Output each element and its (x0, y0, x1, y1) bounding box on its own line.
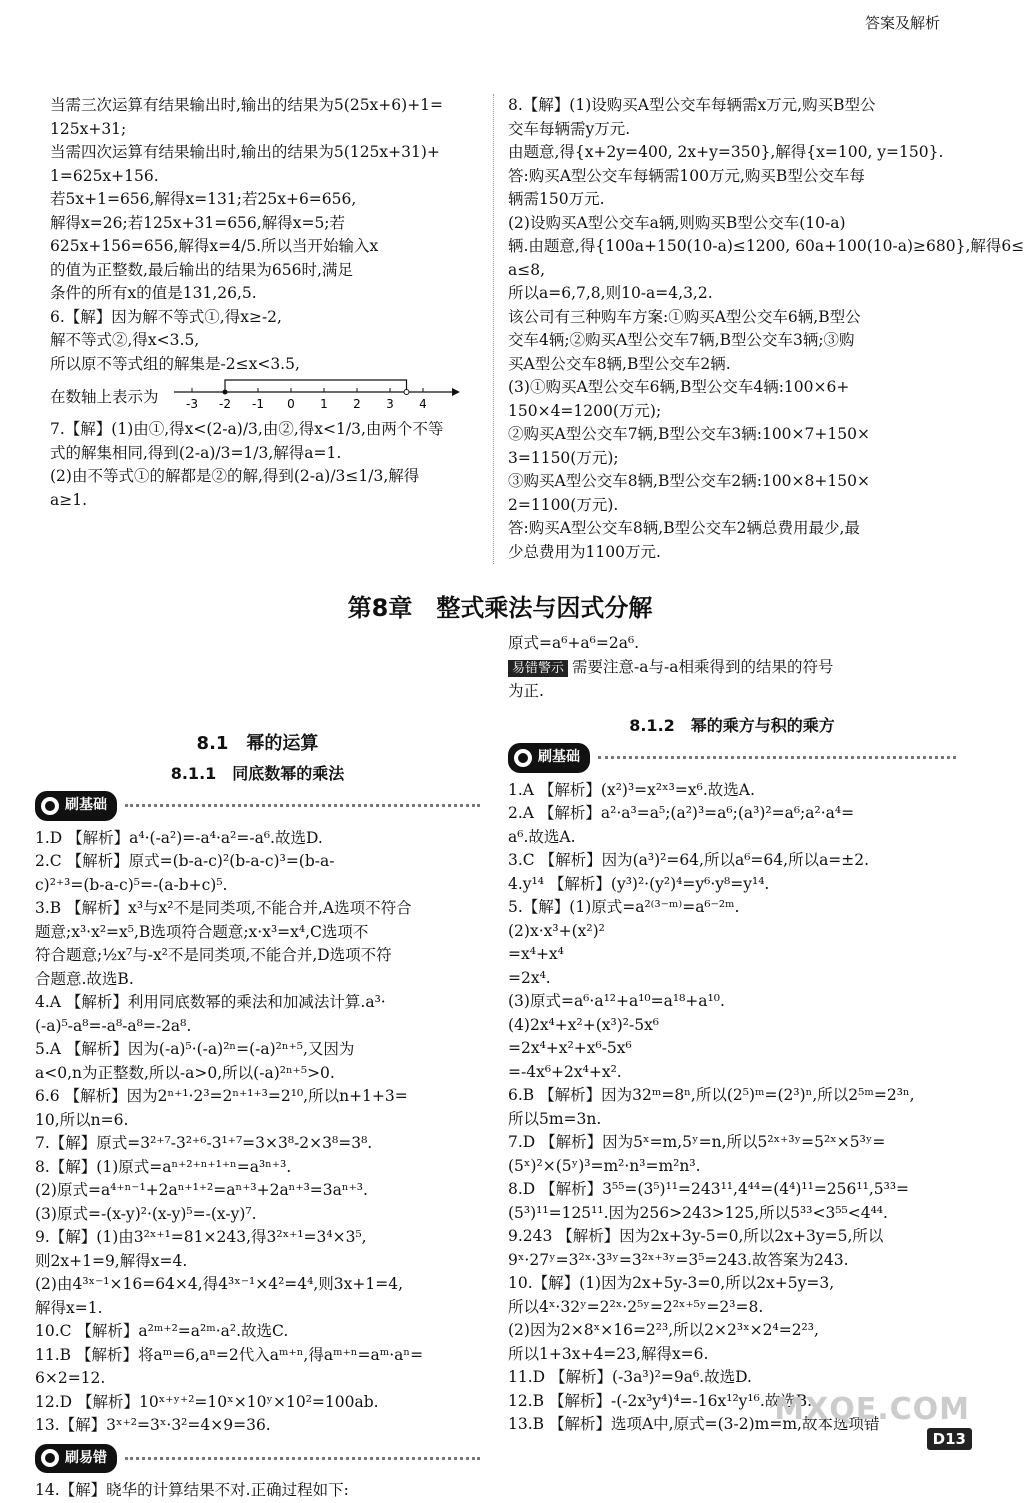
page-header: 答案及解析 (864, 14, 940, 32)
tick-label: -1 (252, 397, 264, 411)
answer-line: (4)2x⁴+x²+(x³)²-5x⁶ (508, 1015, 660, 1034)
number-line-label: 在数轴上表示为 (50, 388, 159, 406)
answer-line: 5.A 【解析】因为(-a)⁵·(-a)²ⁿ=(-a)²ⁿ⁺⁵,又因为 (35, 1040, 355, 1058)
tick-label: 0 (287, 397, 295, 411)
answer-line: 125x+31; (50, 119, 127, 138)
answer-line: 625x+156=656,解得x=4/5.所以当开始输入x (50, 237, 379, 255)
warning-note-cont: 为正. (508, 682, 544, 700)
answer-line: 6.【解】因为解不等式①,得x≥-2, (50, 307, 282, 326)
subsection-title: 8.1.1 同底数幂的乘法 (170, 763, 345, 783)
answer-line: ②购买A型公交车7辆,B型公交车3辆:100×7+150× (508, 425, 870, 443)
answer-line: 合题意.故选B. (35, 969, 134, 988)
answer-line: 9.243 【解析】因为2x+3y-5=0,所以2x+3y=5,所以 (508, 1227, 884, 1245)
answer-line: 4.y¹⁴ 【解析】(y³)²·(y²)⁴=y⁶·y⁸=y¹⁴. (508, 874, 770, 893)
answer-line: 13.【解】3ˣ⁺²=3ˣ·3²=4×9=36. (35, 1416, 271, 1434)
right-top-column (508, 94, 1024, 564)
answer-line: 8.【解】(1)设购买A型公交车每辆需x万元,购买B型公 (508, 96, 876, 114)
answer-line: 7.D 【解析】因为5ˣ=m,5ʸ=n,所以5²ˣ⁺³ʸ=5²ˣ×5³ʸ= (508, 1133, 886, 1151)
answer-line: (-a)⁵-a⁸=-a⁸-a⁸=-2a⁸. (35, 1016, 192, 1035)
answer-line: 3.C 【解析】因为(a³)²=64,所以a⁶=64,所以a=±2. (508, 851, 870, 869)
tick-label: 1 (320, 397, 328, 411)
answer-line: 9ˣ·27ʸ=3²ˣ·3³ʸ=3²ˣ⁺³ʸ=3⁵=243.故答案为243. (508, 1250, 849, 1269)
answer-line: (2)x·x³+(x²)² (508, 921, 605, 940)
answer-line: 10.C 【解析】a²ᵐ⁺²=a²ᵐ·a².故选C. (35, 1322, 289, 1340)
page-number: D13 (927, 1428, 972, 1450)
answer-line: 6.6 【解析】因为2ⁿ⁺¹·2³=2ⁿ⁺¹⁺³=2¹⁰,所以n+1+3= (35, 1087, 408, 1105)
answer-line: 所以原不等式组的解集是-2≤x<3.5, (50, 354, 300, 373)
answer-line: 交车4辆;②购买A型公交车7辆,B型公交车3辆;③购 (508, 331, 855, 349)
answer-line: 12.B 【解析】-(-2x³y⁴)⁴=-16x¹²y¹⁶.故选B. (508, 1391, 813, 1410)
answer-line: 由题意,得{x+2y=400, 2x+y=350},解得{x=100, y=150}. (508, 143, 944, 161)
answer-line: (5³)¹¹=125¹¹.因为256>243>125,所以5³³<3⁵⁵<4⁴⁴. (508, 1203, 888, 1222)
number-line-graphic (172, 380, 462, 414)
answer-line: 题意;x³·x²=x⁵,B选项符合题意;x·x³=x⁴,C选项不 (35, 922, 369, 941)
answer-line: 解不等式②,得x<3.5, (50, 331, 200, 349)
answer-line: 12.D 【解析】10ˣ⁺ʸ⁺²=10ˣ×10ʸ×10²=100ab. (35, 1392, 379, 1411)
arrow-icon (452, 388, 460, 396)
answer-line: 7.【解】(1)由①,得x<(2-a)/3,由②,得x<1/3,由两个不等 (50, 420, 444, 438)
watermark: MXQE.COM (774, 1392, 970, 1427)
answer-line: =x⁴+x⁴ (508, 945, 564, 963)
answer-line: 2.C 【解析】原式=(b-a-c)²(b-a-c)³=(b-a- (35, 852, 335, 870)
answer-line: 符合题意;½x⁷与-x²不是同类项,不能合并,D选项不符 (35, 946, 392, 964)
number-line (50, 380, 480, 414)
answer-line: 6×2=12. (35, 1369, 106, 1387)
warning-label: 易错警示 (508, 660, 568, 677)
answer-line: 11.B 【解析】将aᵐ=6,aⁿ=2代入aᵐ⁺ⁿ,得aᵐ⁺ⁿ=aᵐ·aⁿ= (35, 1345, 424, 1364)
answer-line: 辆.由题意,得{100a+150(10-a)≤1200, 60a+100(10-a)≥680},解得6≤ (508, 237, 1024, 255)
answer-line: 13.B 【解析】选项A中,原式=(3-2)m=m,故本选项错 (508, 1415, 880, 1433)
answer-line: 14.【解】晓华的计算结果不对.正确过程如下: (35, 1481, 349, 1499)
answer-line: 3=1150(万元); (508, 448, 619, 467)
answer-line: 解得x=1. (35, 1298, 103, 1317)
tick-label: -3 (186, 397, 198, 411)
answer-line: 所以1+3x+4=23,解得x=6. (508, 1344, 709, 1363)
answer-line: 交车每辆需y万元. (508, 119, 631, 138)
answer-line: 4.A 【解析】利用同底数幂的乘法和加减法计算.a³· (35, 993, 386, 1011)
tick-label: 4 (419, 397, 427, 411)
answer-line: 原式=a⁶+a⁶=2a⁶. (508, 634, 640, 652)
left-bottom-column (35, 730, 480, 1503)
answer-line: 该公司有三种购车方案:①购买A型公交车6辆,B型公 (508, 307, 861, 326)
solution-range (225, 380, 407, 392)
answer-line: 答:购买A型公交车8辆,B型公交车2辆总费用最少,最 (508, 519, 860, 537)
chapter-title: 第8章 整式乘法与因式分解 (347, 594, 653, 622)
dotted-rule (125, 1457, 480, 1460)
answer-line: 1.D 【解析】a⁴·(-a²)=-a⁴·a²=-a⁶.故选D. (35, 828, 323, 847)
answer-line: 当需三次运算有结果输出时,输出的结果为5(25x+6)+1= (50, 96, 444, 114)
answer-line: 的值为正整数,最后输出的结果为656时,满足 (50, 260, 353, 279)
answer-line: a<0,n为正整数,所以-a>0,所以(-a)²ⁿ⁺⁵>0. (35, 1063, 335, 1082)
brush-icon (41, 1449, 59, 1467)
column-divider (493, 94, 494, 564)
right-bottom-column (508, 632, 956, 1437)
answer-line: 少总费用为1100万元. (508, 542, 661, 561)
answer-line: ③购买A型公交车8辆,B型公交车2辆:100×8+150× (508, 472, 870, 490)
answer-line: 10,所以n=6. (35, 1110, 129, 1129)
answer-line: =2x⁴. (508, 968, 551, 987)
answer-line: 条件的所有x的值是131,26,5. (50, 284, 257, 302)
badge-error: 刷易错 (35, 1444, 480, 1474)
dotted-rule (598, 756, 956, 759)
answer-line: (2)因为2×8ˣ×16=2²³,所以2×2³ˣ×2⁴=2²³, (508, 1321, 819, 1339)
answer-line: 所以a=6,7,8,则10-a=4,3,2. (508, 284, 713, 302)
answer-line: 若5x+1=656,解得x=131;若25x+6=656, (50, 190, 357, 208)
answer-line: 3.B 【解析】x³与x²不是同类项,不能合并,A选项不符合 (35, 899, 412, 917)
brush-icon (41, 797, 59, 815)
subsection-title: 8.1.2 幂的乘方与积的乘方 (629, 715, 835, 735)
tick-label: -2 (219, 397, 231, 411)
answer-line: 150×4=1200(万元); (508, 401, 662, 420)
tick-label: 3 (386, 397, 394, 411)
brush-icon (514, 749, 532, 767)
answer-line: =-4x⁶+2x⁴+x². (508, 1062, 622, 1081)
tick-label: 2 (353, 397, 361, 411)
answer-line: a≥1. (50, 490, 88, 509)
dotted-rule (125, 804, 480, 807)
badge-basic: 刷基础 (35, 791, 480, 821)
answer-line: (3)原式=a⁶·a¹²+a¹⁰=a¹⁸+a¹⁰. (508, 992, 725, 1010)
answer-line: c)²⁺³=(b-a-c)⁵=-(a-b+c)⁵. (35, 875, 228, 894)
answer-line: 6.B 【解析】因为32ᵐ=8ⁿ,所以(2⁵)ᵐ=(2³)ⁿ,所以2⁵ᵐ=2³ⁿ, (508, 1086, 915, 1104)
answer-line: 2=1100(万元). (508, 495, 619, 514)
answer-line: a≤8, (508, 260, 546, 279)
closed-endpoint (223, 390, 228, 395)
answer-line: 2.A 【解析】a²·a³=a⁵;(a²)³=a⁶;(a³)²=a⁶;a²·a⁴= (508, 804, 855, 822)
section-title: 8.1 幂的运算 (196, 733, 319, 754)
answer-line: 答:购买A型公交车每辆需100万元,购买B型公交车每 (508, 166, 865, 185)
answer-line: 式的解集相同,得到(2-a)/3=1/3,解得a=1. (50, 443, 342, 462)
answer-line: 8.D 【解析】3⁵⁵=(3⁵)¹¹=243¹¹,4⁴⁴=(4⁴)¹¹=256¹¹,5³³= (508, 1180, 910, 1198)
answer-line: (2)由不等式①的解都是②的解,得到(2-a)/3≤1/3,解得 (50, 467, 420, 485)
answer-line: 所以4ˣ·32ʸ=2²ˣ·2⁵ʸ=2²ˣ⁺⁵ʸ=2³=8. (508, 1297, 764, 1316)
answer-line: 则2x+1=9,解得x=4. (35, 1251, 188, 1270)
answer-line: 1.A 【解析】(x²)³=x²ˣ³=x⁶.故选A. (508, 780, 755, 799)
answer-line: 10.【解】(1)因为2x+5y-3=0,所以2x+5y=3, (508, 1274, 835, 1292)
left-top-column (50, 94, 480, 512)
answer-line: (5ˣ)²×(5ʸ)³=m²·n³=m²n³. (508, 1156, 701, 1175)
answer-line: 辆需150万元. (508, 190, 605, 208)
answer-line: =2x⁴+x²+x⁶-5x⁶ (508, 1039, 632, 1057)
answer-line: (2)由4³ˣ⁻¹×16=64×4,得4³ˣ⁻¹×4²=4⁴,则3x+1=4, (35, 1275, 404, 1293)
answer-line: (2)原式=a⁴⁺ⁿ⁻¹+2aⁿ⁺¹⁺²=aⁿ⁺³+2aⁿ⁺³=3aⁿ⁺³. (35, 1181, 368, 1199)
answer-line: 解得x=26;若125x+31=656,解得x=5;若 (50, 213, 346, 232)
answer-line: (3)原式=-(x-y)²·(x-y)⁵=-(x-y)⁷. (35, 1204, 257, 1223)
answer-line: 7.【解】原式=3²⁺⁷-3²⁺⁶-3¹⁺⁷=3×3⁸-2×3⁸=3⁸. (35, 1134, 373, 1152)
answer-line: a⁶.故选A. (508, 827, 576, 846)
answer-line: 所以5m=3n. (508, 1109, 602, 1128)
answer-line: 当需四次运算有结果输出时,输出的结果为5(125x+31)+ (50, 143, 440, 161)
answer-line: 11.D 【解析】(-3a³)²=9a⁶.故选D. (508, 1368, 752, 1386)
answer-line: 8.【解】(1)原式=aⁿ⁺²⁺ⁿ⁺¹⁺ⁿ=a³ⁿ⁺³. (35, 1157, 292, 1176)
answer-line: (2)设购买A型公交车a辆,则购买B型公交车(10-a) (508, 213, 846, 232)
answer-line: 9.【解】(1)由3²ˣ⁺¹=81×243,得3²ˣ⁺¹=3⁴×3⁵, (35, 1228, 367, 1246)
answer-line: (3)①购买A型公交车6辆,B型公交车4辆:100×6+ (508, 378, 850, 396)
open-endpoint (404, 390, 409, 395)
warning-note: 易错警示 需要注意-a与-a相乘得到的结果的符号 (508, 656, 956, 681)
answer-line: 1=625x+156. (50, 166, 159, 185)
answer-line: 买A型公交车8辆,B型公交车2辆. (508, 354, 731, 373)
badge-basic: 刷基础 (508, 743, 956, 773)
answer-line: 5.【解】(1)原式=a²⁽³⁻ᵐ⁾=a⁶⁻²ᵐ. (508, 898, 740, 916)
